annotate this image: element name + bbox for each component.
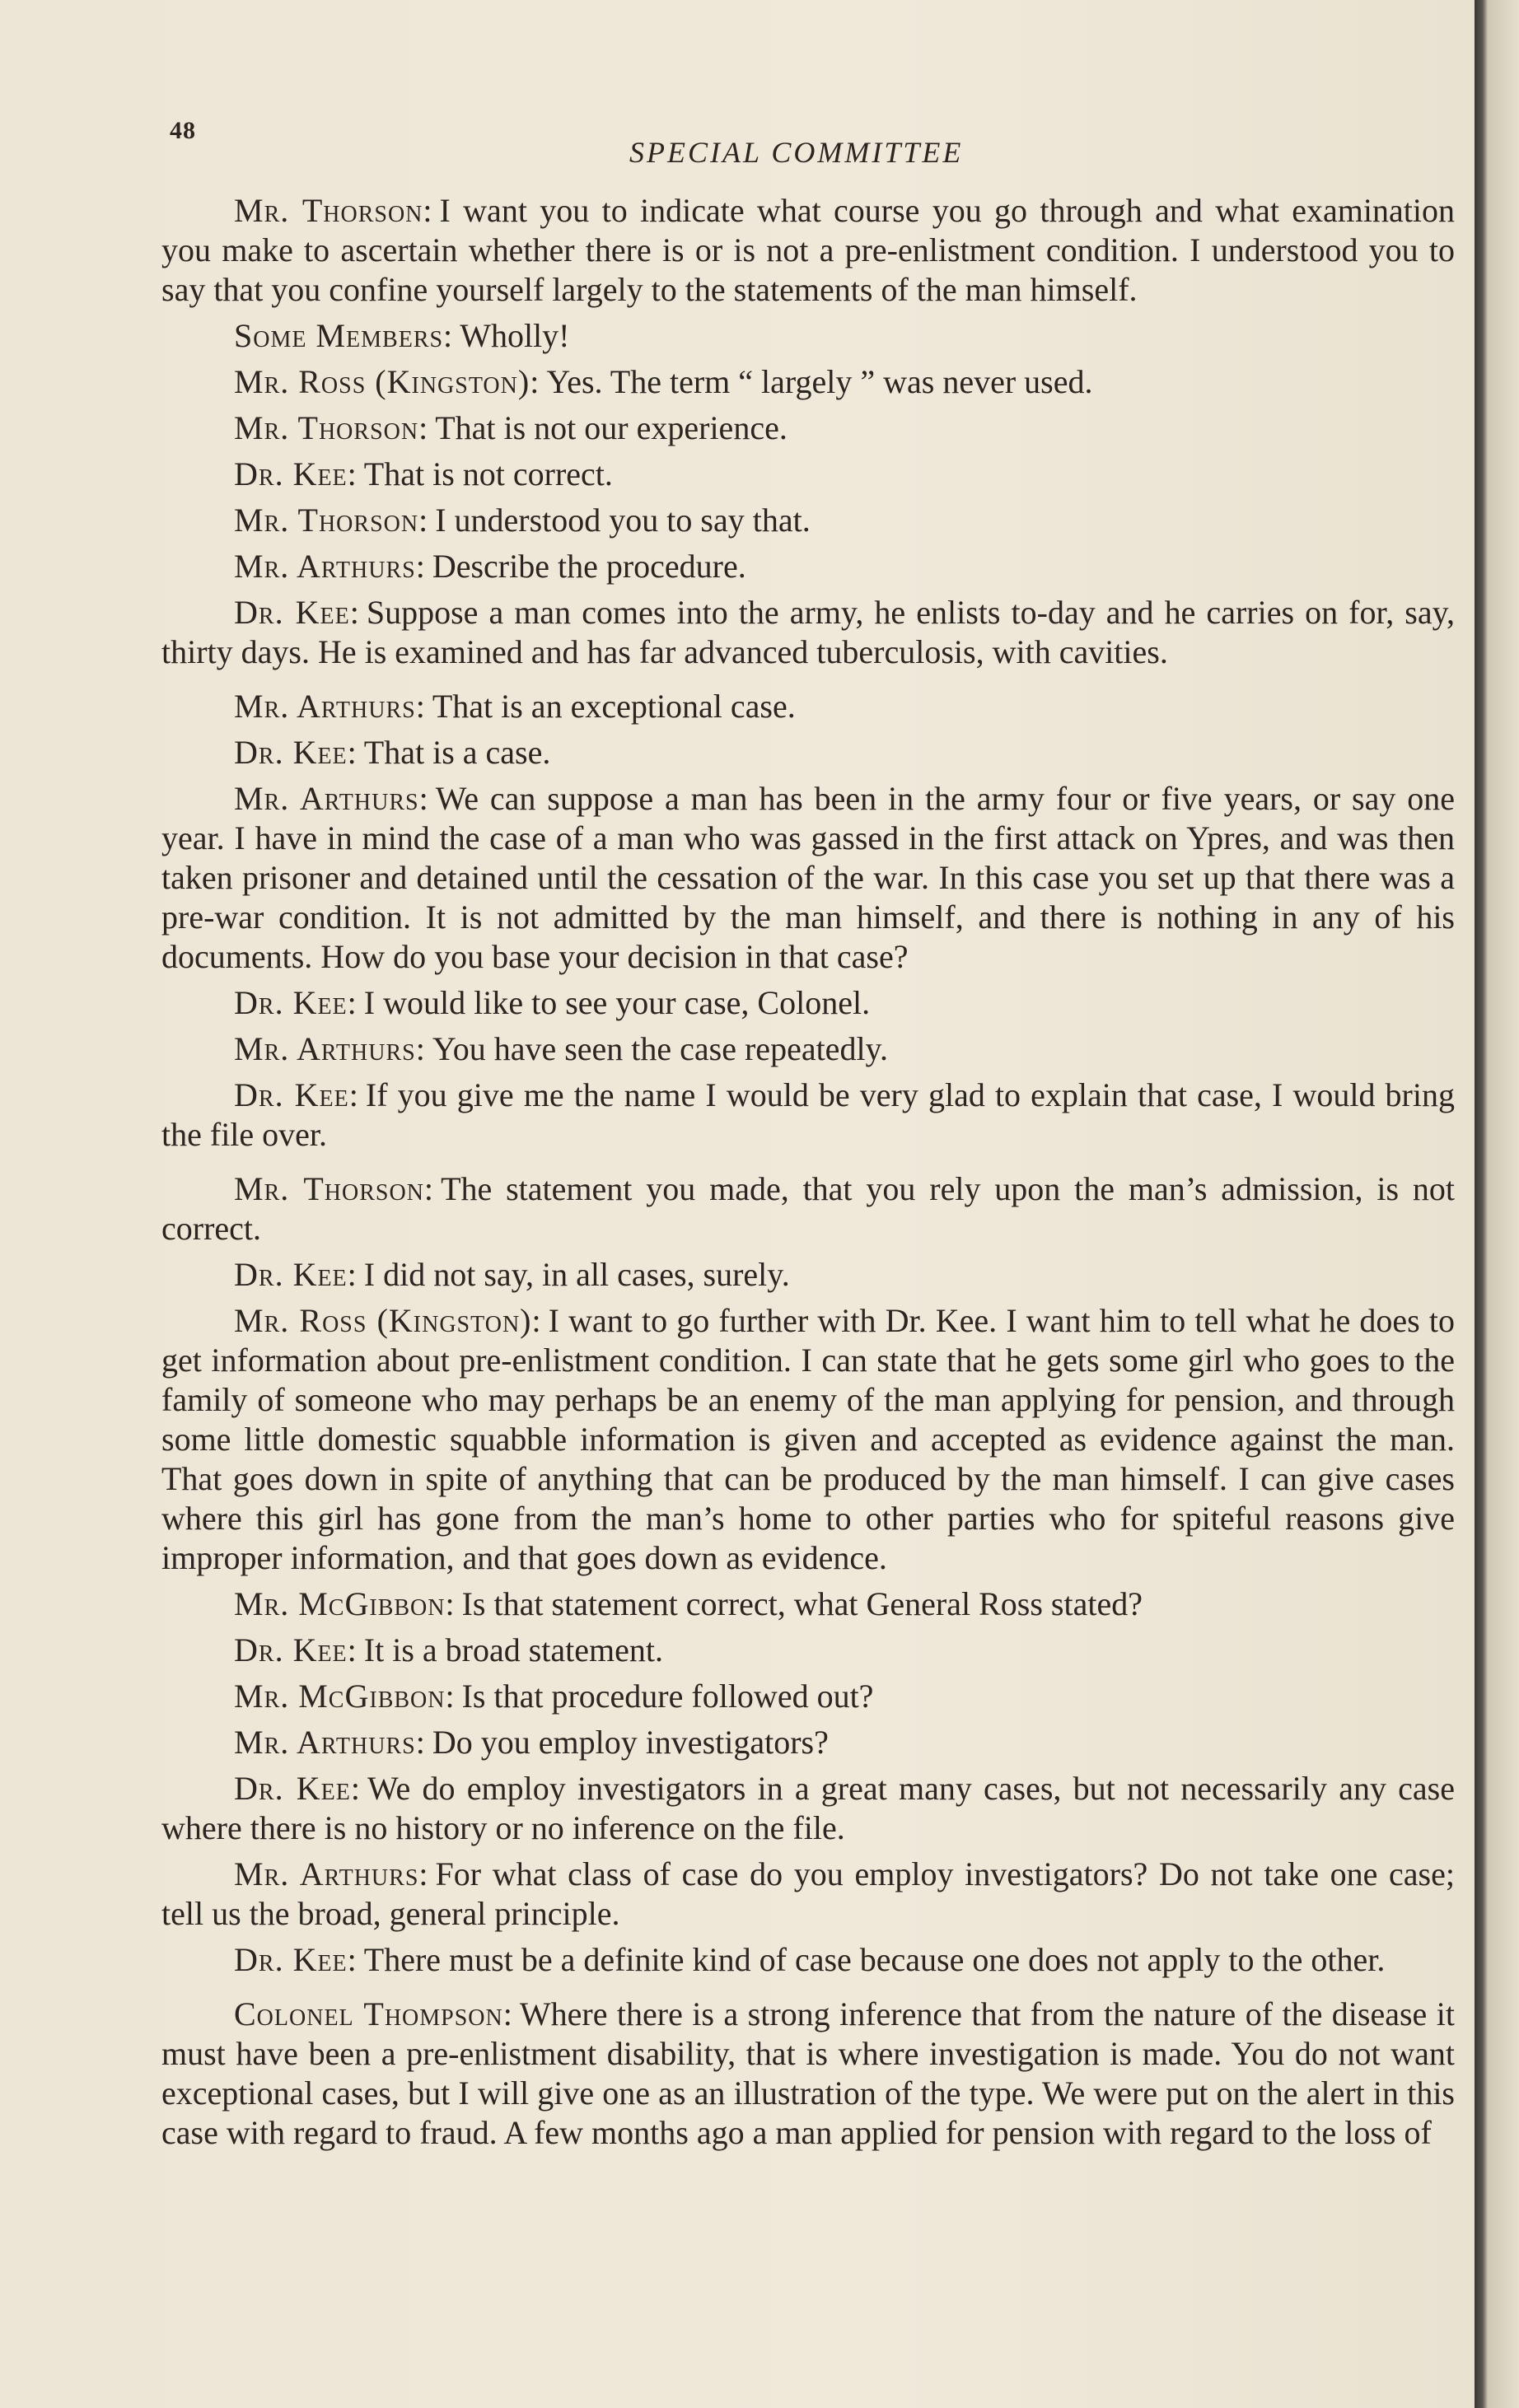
paragraph-text: Is that statement correct, what General Ross stated? <box>461 1585 1143 1622</box>
paragraph <box>161 1584 1455 1624</box>
paragraph <box>161 455 1455 494</box>
paragraph <box>161 1677 1455 1716</box>
speaker-label: Mr. Thorson: <box>234 502 429 539</box>
paragraph-text: That is not correct. <box>363 455 613 492</box>
speaker-label: Dr. Kee: <box>234 984 358 1021</box>
paragraph <box>161 1169 1455 1248</box>
running-head: SPECIAL COMMITTEE <box>629 136 964 169</box>
paragraph-text: For what class of case do you employ investigators? Do not take one case; tell us the broad, general principle. <box>161 1855 1455 1932</box>
paragraph-text: I understood you to say that. <box>435 502 811 539</box>
paragraph-text: There must be a definite kind of case because one does not apply to the other. <box>363 1941 1386 1978</box>
binding-gutter <box>1475 0 1519 2408</box>
paragraph-text: Suppose a man comes into the army, he enlists to-day and he carries on for, say, thirty days. He is examined and has far advanced tuberculosis, with cavities. <box>161 594 1455 670</box>
paragraph <box>161 362 1455 402</box>
paragraph-text: You have seen the case repeatedly. <box>432 1030 888 1067</box>
paragraph-text: I did not say, in all cases, surely. <box>363 1256 790 1293</box>
paragraph-text: We can suppose a man has been in the army four or five years, or say one year. I have in mind the case of a man who was gassed in the first attack on Ypres, and was then taken prisoner and detained until the cessation of the war. In this case you set up that there was a pre-war condition. It is not admitted by the man himself, and there is nothing in any of his documents. How do you base your decision in that case? <box>161 780 1455 975</box>
paragraph <box>161 1631 1455 1670</box>
speaker-label: Dr. Kee: <box>234 1631 358 1668</box>
paragraph <box>161 733 1455 772</box>
speaker-label: Mr. Arthurs: <box>234 1724 426 1761</box>
page-number: 48 <box>170 117 196 144</box>
paragraph-text: That is an exceptional case. <box>432 688 796 725</box>
paragraph <box>161 547 1455 586</box>
paragraph <box>161 1995 1455 2153</box>
speaker-label: Some Members: <box>234 317 454 354</box>
speaker-label: Mr. Thorson: <box>234 409 429 446</box>
paragraph-text: That is not our experience. <box>435 409 788 446</box>
paragraph-text: I want you to indicate what course you go through and what examination you make to ascertain whether there is or is not a pre-enlistment condition. I understood you to say that you confine yourself largely to the statements of the man himself. <box>161 192 1456 308</box>
speaker-label: Mr. Arthurs: <box>234 1855 429 1892</box>
paragraph <box>161 1723 1455 1762</box>
speaker-label: Dr. Kee: <box>234 594 360 631</box>
paragraph <box>161 408 1455 448</box>
speaker-label: Dr. Kee: <box>234 734 358 771</box>
paragraph-text: I would like to see your case, Colonel. <box>363 984 871 1021</box>
paragraph-text: Where there is a strong inference that from the nature of the disease it must have been a pre-enlistment disability, that is where investigation is made. You do not want exceptional cases, but I will give one as an illustration of the type. We were put on the alert in this case with regard to fraud. A few months ago a man applied for pension with regard to the loss of <box>161 1995 1455 2151</box>
paragraph <box>161 779 1455 977</box>
paragraph-text: That is a case. <box>363 734 551 771</box>
paragraph-text: I want to go further with Dr. Kee. I want him to tell what he does to get information about pre-enlistment condition. I can state that he gets some girl who goes to the family of someone who may perhaps be an enemy of the man applying for pension, and through some little domestic squabble information is given and accepted as evidence against the man. That goes down in spite of anything that can be produced by the man himself. I can give cases where this girl has gone from the man’s home to other parties who for spiteful reasons give improper information, and that goes down as evidence. <box>161 1302 1455 1576</box>
paragraph-text: Is that procedure followed out? <box>461 1678 874 1715</box>
paragraph <box>161 1076 1455 1155</box>
paragraph <box>161 1940 1455 1980</box>
speaker-label: Mr. Arthurs: <box>234 780 429 817</box>
speaker-label: Dr. Kee: <box>234 1770 361 1807</box>
paragraph <box>161 316 1455 356</box>
speaker-label: Mr. Thorson: <box>234 1170 435 1207</box>
speaker-label: Mr. Arthurs: <box>234 548 426 585</box>
speaker-label: Mr. Ross (Kingston): <box>234 363 540 400</box>
speaker-label: Dr. Kee: <box>234 1941 358 1978</box>
speaker-label: Mr. Thorson: <box>234 192 433 229</box>
speaker-label: Dr. Kee: <box>234 1076 359 1113</box>
paragraph <box>161 1029 1455 1069</box>
paragraph-text: The statement you made, that you rely upon the man’s admission, is not correct. <box>161 1170 1455 1247</box>
paragraph-text: Describe the procedure. <box>432 548 746 585</box>
speaker-label: Mr. McGibbon: <box>234 1585 456 1622</box>
transcript-body <box>161 191 1455 2159</box>
speaker-label: Mr. Arthurs: <box>234 1030 426 1067</box>
paragraph-text: Do you employ investigators? <box>432 1724 829 1761</box>
paragraph-text: It is a broad statement. <box>363 1631 664 1668</box>
paragraph <box>161 983 1455 1023</box>
speaker-label: Mr. McGibbon: <box>234 1678 456 1715</box>
paragraph <box>161 1855 1455 1934</box>
paragraph-text: If you give me the name I would be very glad to explain that case, I would bring the file over. <box>161 1076 1455 1153</box>
speaker-label: Mr. Arthurs: <box>234 688 426 725</box>
speaker-label: Dr. Kee: <box>234 455 358 492</box>
speaker-label: Colonel Thompson: <box>234 1995 513 2032</box>
paragraph <box>161 501 1455 540</box>
paragraph <box>161 191 1455 310</box>
paragraph <box>161 687 1455 726</box>
speaker-label: Mr. Ross (Kingston): <box>234 1302 542 1339</box>
paragraph <box>161 1255 1455 1295</box>
speaker-label: Dr. Kee: <box>234 1256 358 1293</box>
paragraph-text: We do employ investigators in a great many cases, but not necessarily any case where there is no history or no inference on the file. <box>161 1770 1455 1846</box>
paragraph-text: Yes. The term “ largely ” was never used. <box>546 363 1093 400</box>
paragraph <box>161 1301 1455 1578</box>
paragraph <box>161 1769 1455 1848</box>
paragraph <box>161 593 1455 672</box>
paragraph-text: Wholly! <box>460 317 570 354</box>
